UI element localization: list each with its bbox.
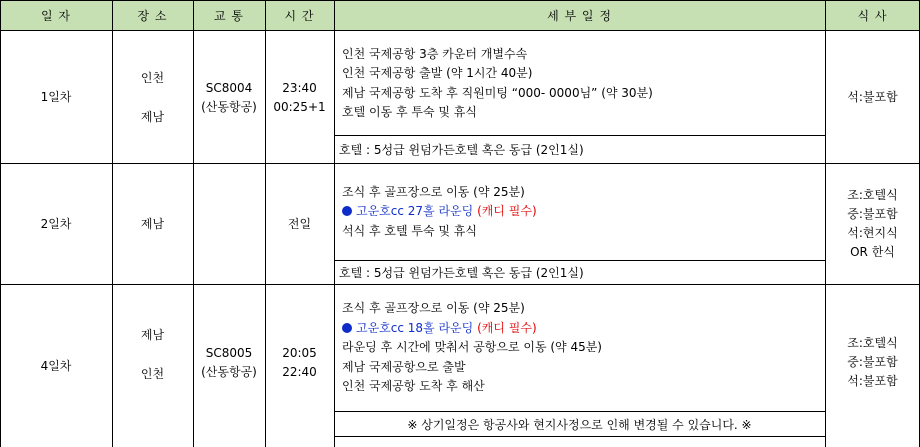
day1-schedule-line: 제남 국제공항 도착 후 직원미팅 “000- 0000님” (약 30분) [342, 85, 653, 100]
day4-meal: 중:불포함 [847, 355, 898, 369]
day1-airline: (산동항공) [201, 99, 257, 114]
header-place: 장 소 [112, 0, 193, 31]
grid-line [0, 0, 1, 447]
day4-schedule [334, 285, 825, 411]
day1-meals [825, 32, 920, 163]
day4-meal: 조:호텔식 [847, 336, 898, 350]
day2-round-line [342, 202, 825, 222]
day2-meal: 석:현지식 [847, 226, 898, 240]
day1-meal: 석:불포함 [847, 90, 898, 104]
day1-date [0, 32, 112, 163]
grid-line [0, 163, 920, 164]
day1-transport [193, 32, 265, 163]
day4-depart-time: 20:05 [282, 345, 317, 360]
grid-line [334, 135, 825, 136]
day2-meals [825, 164, 920, 284]
schedule-notice: ※ 상기일정은 항공사와 현지사정으로 인해 변경될 수 있습니다. ※ [407, 417, 752, 432]
day4-date-text: 4일차 [40, 358, 72, 373]
day4-schedule-line: 라운딩 후 시간에 맞춰서 공항으로 이동 (약 45분) [342, 340, 602, 355]
day4-times [265, 285, 334, 440]
day1-places [112, 32, 193, 163]
day2-meal: 중:불포함 [847, 207, 898, 221]
day1-place-1: 인천 [140, 70, 165, 85]
day4-transport [193, 285, 265, 440]
grid-line [334, 411, 825, 412]
grid-line [0, 30, 920, 31]
day2-caddie-text: (캐디 필수) [477, 204, 537, 219]
day2-schedule [334, 164, 825, 260]
header-schedule: 세 부 일 정 [334, 0, 825, 31]
header-date: 일 자 [0, 0, 112, 31]
bullet-dot-icon [342, 206, 352, 216]
day1-place-2: 제남 [140, 109, 165, 124]
grid-line [825, 0, 826, 447]
day4-places [112, 285, 193, 425]
day4-meals [825, 285, 920, 440]
day2-time: 전일 [287, 216, 312, 231]
grid-line [334, 436, 825, 437]
day1-schedule-line: 인천 국제공항 3층 카운터 개별수속 [342, 46, 528, 61]
day1-date-text: 1일차 [40, 90, 72, 104]
day1-times [265, 32, 334, 163]
day1-arrive-time: 00:25+1 [273, 99, 326, 114]
day4-schedule-line: 조식 후 골프장으로 이동 (약 25분) [342, 301, 525, 316]
day2-hotel: 호텔 : 5성급 윈덤가든호텔 혹은 동급 (2인1실) [339, 266, 584, 280]
day4-caddie-text: (캐디 필수) [477, 320, 537, 335]
header-time: 시 간 [265, 0, 334, 31]
day4-round-line [342, 319, 825, 339]
day4-arrive-time: 22:40 [282, 364, 317, 379]
day4-meal: 석:불포함 [847, 374, 898, 388]
day4-schedule-line: 제남 국제공항으로 출발 [342, 359, 466, 374]
day2-date-text: 2일차 [40, 216, 72, 231]
header-meals: 식 사 [825, 0, 920, 31]
day4-date [0, 285, 112, 447]
day1-hotel: 호텔 : 5성급 윈덤가든호텔 혹은 동급 (2인1실) [339, 143, 584, 157]
header-transport: 교 통 [193, 0, 265, 31]
day2-meal: OR 한식 [850, 245, 895, 259]
grid-line [265, 0, 266, 447]
day2-places [112, 164, 193, 284]
day1-flight: SC8004 [205, 80, 253, 95]
grid-line [0, 0, 920, 1]
day1-schedule-line: 인천 국제공항 출발 (약 1시간 40분) [342, 66, 533, 80]
day4-flight: SC8005 [205, 345, 253, 360]
grid-line [193, 0, 194, 447]
grid-line [334, 260, 825, 261]
day4-place-1: 제남 [140, 328, 165, 342]
day4-airline: (산동항공) [201, 364, 257, 379]
day2-schedule-line: 조식 후 골프장으로 이동 (약 25분) [342, 184, 525, 199]
day2-times [265, 164, 334, 284]
bullet-dot-icon [342, 323, 352, 333]
day4-round-text: 고운호cc 18홀 라운딩 [356, 320, 474, 335]
day1-schedule [334, 32, 825, 135]
day2-place-1: 제남 [140, 216, 165, 231]
grid-line [0, 284, 920, 285]
day1-depart-time: 23:40 [282, 80, 317, 95]
day1-schedule-line: 호텔 이동 후 투숙 및 휴식 [342, 105, 477, 119]
day2-transport [193, 164, 265, 284]
day2-date [0, 164, 112, 284]
grid-line [112, 0, 113, 447]
day2-meal: 조:호텔식 [847, 188, 898, 202]
grid-line [334, 0, 335, 447]
day2-round-text: 고운호cc 27홀 라운딩 [356, 204, 474, 219]
day4-schedule-line: 인천 국제공항 도착 후 해산 [342, 379, 485, 394]
day2-schedule-line: 석식 후 호텔 투숙 및 휴식 [342, 223, 477, 238]
day4-place-2: 인천 [140, 367, 165, 381]
